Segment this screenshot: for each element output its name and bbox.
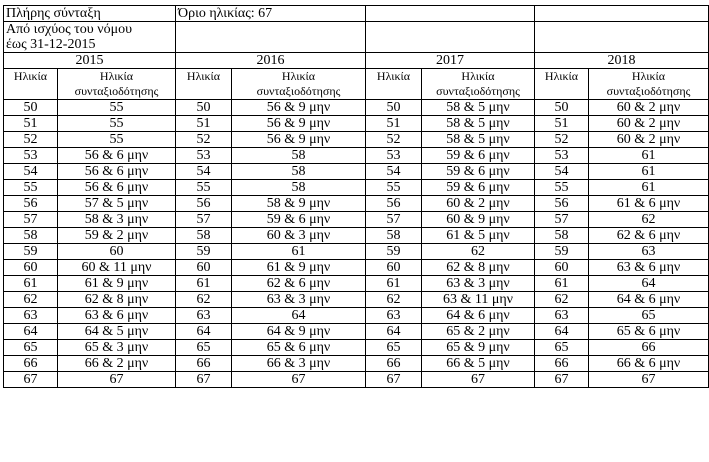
- retirement-age-cell: 58: [232, 164, 366, 180]
- age-cell: 56: [4, 196, 58, 212]
- age-cell: 54: [176, 164, 232, 180]
- retirement-age-cell: 61: [589, 164, 709, 180]
- age-cell: 55: [366, 180, 422, 196]
- retirement-age-cell: 61: [232, 244, 366, 260]
- age-cell: 54: [4, 164, 58, 180]
- age-cell: 67: [535, 372, 589, 388]
- age-cell: 61: [176, 276, 232, 292]
- table-row: [4, 212, 709, 228]
- age-cell: 66: [4, 356, 58, 372]
- header-line2: συνταξιοδότησης: [606, 84, 691, 98]
- age-cell: 53: [366, 148, 422, 164]
- retirement-age-cell: 58 & 5 μην: [422, 100, 535, 116]
- empty-cell: [366, 22, 535, 53]
- age-cell: 65: [366, 340, 422, 356]
- header-line1: Ηλικία: [461, 69, 495, 83]
- retirement-age-column-header: [232, 69, 366, 100]
- retirement-age-cell: 67: [232, 372, 366, 388]
- header-line1: Ηλικία: [99, 69, 134, 83]
- retirement-age-cell: 65: [589, 308, 709, 324]
- age-limit-label: Όριο ηλικίας: 67: [176, 6, 366, 22]
- age-cell: 54: [366, 164, 422, 180]
- age-cell: 50: [4, 100, 58, 116]
- empty-cell: [535, 22, 709, 53]
- retirement-age-cell: 65 & 6 μην: [232, 340, 366, 356]
- retirement-age-cell: 66 & 6 μην: [589, 356, 709, 372]
- age-cell: 52: [4, 132, 58, 148]
- age-cell: 64: [176, 324, 232, 340]
- retirement-age-cell: 59 & 6 μην: [422, 164, 535, 180]
- table-row: [4, 324, 709, 340]
- age-cell: 57: [366, 212, 422, 228]
- retirement-age-cell: 58: [232, 180, 366, 196]
- age-cell: 60: [4, 260, 58, 276]
- age-cell: 67: [366, 372, 422, 388]
- age-cell: 58: [176, 228, 232, 244]
- age-cell: 50: [176, 100, 232, 116]
- age-cell: 66: [176, 356, 232, 372]
- age-cell: 64: [4, 324, 58, 340]
- table-row: [4, 292, 709, 308]
- retirement-age-cell: 60 & 9 μην: [422, 212, 535, 228]
- age-cell: 62: [535, 292, 589, 308]
- retirement-age-cell: 61 & 5 μην: [422, 228, 535, 244]
- retirement-age-cell: 66 & 2 μην: [58, 356, 176, 372]
- age-cell: 56: [176, 196, 232, 212]
- retirement-age-cell: 60 & 11 μην: [58, 260, 176, 276]
- header-line1: Ηλικία: [631, 69, 666, 83]
- age-cell: 66: [535, 356, 589, 372]
- year-2017: 2017: [366, 53, 535, 69]
- age-cell: 56: [535, 196, 589, 212]
- age-cell: 60: [366, 260, 422, 276]
- table-row: [4, 116, 709, 132]
- age-cell: 57: [176, 212, 232, 228]
- age-cell: 61: [366, 276, 422, 292]
- age-cell: 65: [4, 340, 58, 356]
- retirement-age-cell: 63 & 3 μην: [232, 292, 366, 308]
- age-cell: 64: [366, 324, 422, 340]
- table-row: [4, 196, 709, 212]
- retirement-age-cell: 61 & 9 μην: [58, 276, 176, 292]
- retirement-age-column-header: [589, 69, 709, 100]
- retirement-age-cell: 60 & 2 μην: [589, 116, 709, 132]
- retirement-age-cell: 59 & 2 μην: [58, 228, 176, 244]
- retirement-age-cell: 62 & 8 μην: [58, 292, 176, 308]
- table-row: [4, 180, 709, 196]
- age-cell: 55: [176, 180, 232, 196]
- age-cell: 58: [535, 228, 589, 244]
- retirement-age-cell: 59 & 6 μην: [232, 212, 366, 228]
- age-cell: 67: [176, 372, 232, 388]
- age-cell: 51: [4, 116, 58, 132]
- table-row: [4, 228, 709, 244]
- age-cell: 59: [176, 244, 232, 260]
- empty-cell: [176, 22, 366, 53]
- age-column-header: Ηλικία: [535, 69, 589, 100]
- full-pension-label: Πλήρης σύνταξη: [4, 6, 176, 22]
- retirement-age-cell: 66 & 5 μην: [422, 356, 535, 372]
- retirement-age-cell: 64 & 9 μην: [232, 324, 366, 340]
- retirement-age-cell: 59 & 6 μην: [422, 148, 535, 164]
- retirement-age-table: [3, 5, 709, 388]
- empty-cell: [535, 6, 709, 22]
- age-cell: 63: [176, 308, 232, 324]
- table-row: [4, 132, 709, 148]
- retirement-age-cell: 66 & 3 μην: [232, 356, 366, 372]
- retirement-age-cell: 61: [589, 148, 709, 164]
- age-cell: 66: [366, 356, 422, 372]
- age-cell: 59: [535, 244, 589, 260]
- retirement-age-cell: 63 & 11 μην: [422, 292, 535, 308]
- retirement-age-cell: 56 & 6 μην: [58, 164, 176, 180]
- table-row: [4, 356, 709, 372]
- table-row: [4, 340, 709, 356]
- age-cell: 57: [4, 212, 58, 228]
- retirement-age-cell: 60 & 3 μην: [232, 228, 366, 244]
- retirement-age-cell: 60 & 2 μην: [422, 196, 535, 212]
- age-cell: 67: [4, 372, 58, 388]
- retirement-age-cell: 60 & 2 μην: [589, 132, 709, 148]
- retirement-age-cell: 60 & 2 μην: [589, 100, 709, 116]
- retirement-age-cell: 62 & 6 μην: [232, 276, 366, 292]
- retirement-age-cell: 64 & 6 μην: [422, 308, 535, 324]
- age-cell: 53: [176, 148, 232, 164]
- retirement-age-cell: 64: [589, 276, 709, 292]
- retirement-age-cell: 58: [232, 148, 366, 164]
- age-cell: 62: [176, 292, 232, 308]
- retirement-age-cell: 66: [589, 340, 709, 356]
- age-cell: 52: [535, 132, 589, 148]
- age-cell: 65: [535, 340, 589, 356]
- table-row: [4, 100, 709, 116]
- retirement-age-cell: 58 & 5 μην: [422, 116, 535, 132]
- retirement-age-cell: 59 & 6 μην: [422, 180, 535, 196]
- retirement-age-cell: 56 & 9 μην: [232, 116, 366, 132]
- age-column-header: Ηλικία: [176, 69, 232, 100]
- effective-label-line2: έως 31-12-2015: [6, 37, 96, 52]
- retirement-age-cell: 58 & 3 μην: [58, 212, 176, 228]
- year-row: [4, 53, 709, 69]
- age-cell: 62: [4, 292, 58, 308]
- age-cell: 53: [535, 148, 589, 164]
- retirement-age-cell: 58 & 5 μην: [422, 132, 535, 148]
- retirement-age-cell: 63 & 6 μην: [589, 260, 709, 276]
- age-cell: 64: [535, 324, 589, 340]
- age-cell: 55: [4, 180, 58, 196]
- age-cell: 65: [176, 340, 232, 356]
- retirement-age-cell: 56 & 9 μην: [232, 100, 366, 116]
- retirement-age-cell: 63 & 6 μην: [58, 308, 176, 324]
- retirement-age-cell: 62 & 8 μην: [422, 260, 535, 276]
- age-cell: 59: [4, 244, 58, 260]
- table-row: [4, 164, 709, 180]
- header-line2: συνταξιοδότησης: [256, 84, 341, 98]
- age-cell: 58: [366, 228, 422, 244]
- header-line2: συνταξιοδότησης: [74, 84, 159, 98]
- age-cell: 60: [176, 260, 232, 276]
- age-cell: 60: [535, 260, 589, 276]
- retirement-age-cell: 56 & 6 μην: [58, 180, 176, 196]
- age-cell: 54: [535, 164, 589, 180]
- empty-cell: [366, 6, 535, 22]
- retirement-age-cell: 64 & 6 μην: [589, 292, 709, 308]
- table-row: [4, 260, 709, 276]
- age-column-header: Ηλικία: [366, 69, 422, 100]
- table-row: [4, 308, 709, 324]
- age-cell: 52: [366, 132, 422, 148]
- retirement-age-cell: 61 & 9 μην: [232, 260, 366, 276]
- header-row-effective: [4, 22, 709, 53]
- age-cell: 56: [366, 196, 422, 212]
- age-cell: 61: [4, 276, 58, 292]
- table-row: [4, 244, 709, 260]
- retirement-age-cell: 55: [58, 132, 176, 148]
- retirement-age-column-header: [58, 69, 176, 100]
- year-2016: 2016: [176, 53, 366, 69]
- age-cell: 59: [366, 244, 422, 260]
- retirement-age-cell: 64 & 5 μην: [58, 324, 176, 340]
- column-header-row: [4, 69, 709, 100]
- retirement-age-cell: 55: [58, 116, 176, 132]
- age-column-header: Ηλικία: [4, 69, 58, 100]
- retirement-age-cell: 60: [58, 244, 176, 260]
- retirement-age-cell: 62: [589, 212, 709, 228]
- retirement-age-cell: 63 & 3 μην: [422, 276, 535, 292]
- age-cell: 62: [366, 292, 422, 308]
- retirement-age-column-header: [422, 69, 535, 100]
- retirement-age-cell: 65 & 6 μην: [589, 324, 709, 340]
- header-line1: Ηλικία: [281, 69, 316, 83]
- retirement-age-cell: 63: [589, 244, 709, 260]
- retirement-age-cell: 67: [422, 372, 535, 388]
- age-cell: 63: [366, 308, 422, 324]
- retirement-age-cell: 56 & 9 μην: [232, 132, 366, 148]
- age-cell: 51: [176, 116, 232, 132]
- age-cell: 50: [366, 100, 422, 116]
- year-2015: 2015: [4, 53, 176, 69]
- year-2018: 2018: [535, 53, 709, 69]
- age-cell: 51: [366, 116, 422, 132]
- retirement-age-cell: 55: [58, 100, 176, 116]
- retirement-age-cell: 62 & 6 μην: [589, 228, 709, 244]
- table-row: [4, 276, 709, 292]
- table-row: [4, 372, 709, 388]
- effective-period-label: [4, 22, 176, 53]
- age-cell: 55: [535, 180, 589, 196]
- age-cell: 58: [4, 228, 58, 244]
- age-cell: 63: [535, 308, 589, 324]
- retirement-age-cell: 65 & 9 μην: [422, 340, 535, 356]
- retirement-age-cell: 65 & 3 μην: [58, 340, 176, 356]
- age-cell: 52: [176, 132, 232, 148]
- age-cell: 63: [4, 308, 58, 324]
- retirement-age-cell: 58 & 9 μην: [232, 196, 366, 212]
- header-row-top: [4, 6, 709, 22]
- effective-label-line1: Από ισχύος του νόμου: [6, 22, 133, 37]
- age-cell: 57: [535, 212, 589, 228]
- retirement-age-cell: 65 & 2 μην: [422, 324, 535, 340]
- table-row: [4, 148, 709, 164]
- retirement-age-cell: 61 & 6 μην: [589, 196, 709, 212]
- header-line2: συνταξιοδότησης: [436, 84, 520, 98]
- age-cell: 50: [535, 100, 589, 116]
- retirement-age-cell: 61: [589, 180, 709, 196]
- retirement-age-cell: 64: [232, 308, 366, 324]
- retirement-age-cell: 57 & 5 μην: [58, 196, 176, 212]
- retirement-age-cell: 56 & 6 μην: [58, 148, 176, 164]
- age-cell: 53: [4, 148, 58, 164]
- retirement-age-cell: 67: [589, 372, 709, 388]
- retirement-age-cell: 67: [58, 372, 176, 388]
- retirement-age-cell: 62: [422, 244, 535, 260]
- age-cell: 51: [535, 116, 589, 132]
- age-cell: 61: [535, 276, 589, 292]
